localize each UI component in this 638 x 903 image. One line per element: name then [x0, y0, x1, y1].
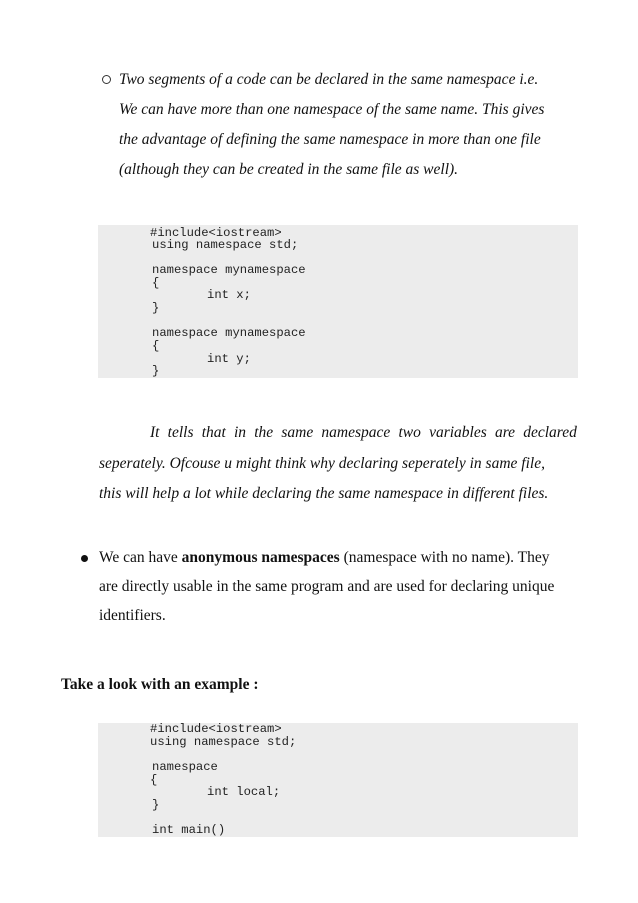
- explanation-word: are: [494, 424, 516, 441]
- code-line: int main(): [152, 823, 226, 837]
- explanation-text: this will help a lot while declaring the same namespace in different files.: [99, 485, 549, 502]
- explanation-word: same: [281, 424, 314, 441]
- sub-bullet-text: [119, 65, 599, 185]
- explanation-word: two: [398, 424, 421, 441]
- explanation-word: the: [254, 424, 274, 441]
- hollow-bullet-icon: [102, 75, 111, 84]
- bullet-line-3: identifiers.: [99, 607, 166, 624]
- code-line: {: [152, 276, 160, 290]
- bullet-line-2: are directly usable in the same program and are used for declaring unique: [99, 578, 555, 595]
- explanation-word: that: [201, 424, 226, 441]
- code-line: }: [152, 798, 160, 812]
- explanation-word: in: [234, 424, 247, 441]
- code-line: #include<iostream>: [150, 226, 282, 240]
- code-line: int y;: [207, 352, 251, 366]
- code-line: int local;: [207, 785, 281, 799]
- code-line: {: [152, 339, 160, 353]
- code-line: int x;: [207, 288, 251, 302]
- bullet-suffix: (namespace with no name). They: [339, 549, 550, 566]
- code-block-1: [98, 225, 578, 378]
- explanation-word: tells: [167, 424, 194, 441]
- code-line: {: [150, 773, 158, 787]
- section-heading: Take a look with an example :: [61, 676, 259, 693]
- sub-bullet-line: We can have more than one namespace of the same name. This gives: [119, 101, 545, 118]
- code-line: namespace mynamespace: [152, 263, 306, 277]
- sub-bullet-line: the advantage of defining the same namespace in more than one file: [119, 131, 541, 148]
- code-line: using namespace std;: [150, 735, 297, 749]
- explanation-word: variables: [429, 424, 487, 441]
- explanation-word: declared: [523, 424, 577, 441]
- code-line: using namespace std;: [152, 238, 299, 252]
- explanation-line-2: [99, 449, 577, 479]
- code-line: }: [152, 364, 160, 378]
- bullet-bold-term: anonymous namespaces: [181, 549, 340, 566]
- explanation-word: It: [150, 424, 160, 441]
- code-line: }: [152, 301, 160, 315]
- code-line: namespace mynamespace: [152, 326, 306, 340]
- explanation-text: seperately. Ofcouse u might think why declaring seperately in same file,: [99, 455, 545, 472]
- sub-bullet-line: (although they can be created in the same file as well).: [119, 161, 459, 178]
- explanation-line-1: [150, 418, 577, 448]
- bullet-prefix: We can have: [99, 549, 182, 566]
- filled-bullet-icon: [81, 555, 88, 562]
- code-line: #include<iostream>: [150, 722, 282, 736]
- code-line: namespace: [152, 760, 218, 774]
- sub-bullet-line: Two segments of a code can be declared in the same namespace i.e.: [119, 71, 539, 88]
- explanation-line-3: [99, 479, 577, 509]
- explanation-word: namespace: [321, 424, 391, 441]
- bullet-line-1: [99, 543, 577, 573]
- code-block-2: [98, 723, 578, 837]
